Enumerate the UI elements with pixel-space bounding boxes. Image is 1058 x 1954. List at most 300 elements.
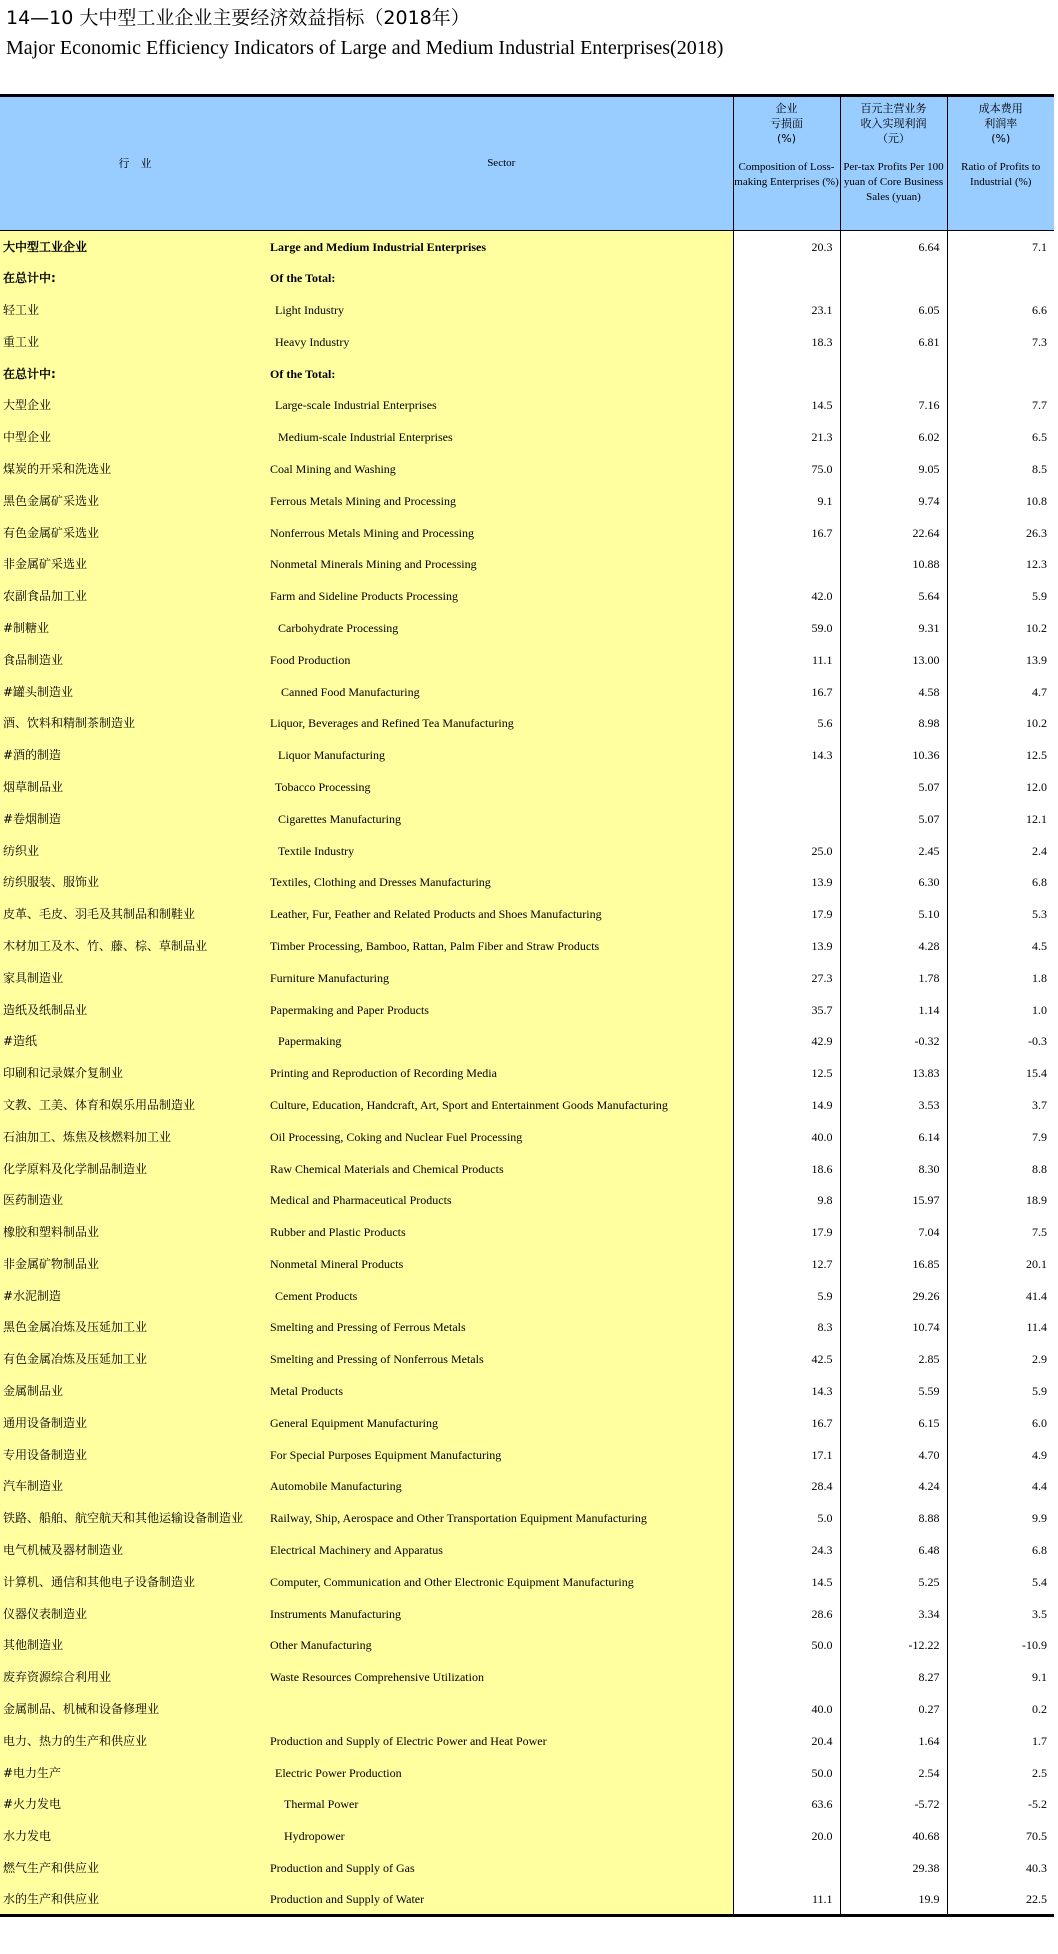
profit-ratio-value: 4.4 bbox=[947, 1471, 1054, 1503]
profit-ratio-value: 10.2 bbox=[947, 612, 1054, 644]
table-row bbox=[0, 389, 1054, 421]
sector-name-cn: 大中型工业企业 bbox=[0, 231, 270, 263]
sector-name-cn: #卷烟制造 bbox=[0, 803, 270, 835]
profit-per-100-value: 8.30 bbox=[840, 1153, 947, 1185]
sector-name-en: Medical and Pharmaceutical Products bbox=[270, 1184, 733, 1216]
profit-ratio-value: 9.1 bbox=[947, 1661, 1054, 1693]
profit-per-100-value: -12.22 bbox=[840, 1630, 947, 1662]
sector-name-cn: 废弃资源综合利用业 bbox=[0, 1661, 270, 1693]
loss-making-value: 25.0 bbox=[733, 835, 840, 867]
sector-name-en: Oil Processing, Coking and Nuclear Fuel Processing bbox=[270, 1121, 733, 1153]
profit-per-100-value: 8.88 bbox=[840, 1502, 947, 1534]
profit-per-100-value: 5.59 bbox=[840, 1375, 947, 1407]
sector-name-cn: 水的生产和供应业 bbox=[0, 1884, 270, 1916]
sector-name-en: Nonferrous Metals Mining and Processing bbox=[270, 517, 733, 549]
sector-name-en: Nonmetal Mineral Products bbox=[270, 1248, 733, 1280]
profit-ratio-value: 3.5 bbox=[947, 1598, 1054, 1630]
profit-ratio-value: 7.9 bbox=[947, 1121, 1054, 1153]
profit-per-100-value: 6.02 bbox=[840, 421, 947, 453]
table-row bbox=[0, 421, 1054, 453]
profit-ratio-value: 6.5 bbox=[947, 421, 1054, 453]
table-row bbox=[0, 1121, 1054, 1153]
sector-name-cn: 金属制品、机械和设备修理业 bbox=[0, 1693, 270, 1725]
sector-name-en: Of the Total: bbox=[270, 358, 733, 390]
profit-ratio-value: 8.8 bbox=[947, 1153, 1054, 1185]
profit-per-100-value: 5.25 bbox=[840, 1566, 947, 1598]
table-row bbox=[0, 707, 1054, 739]
table-row bbox=[0, 1566, 1054, 1598]
table-row bbox=[0, 962, 1054, 994]
table-row bbox=[0, 1852, 1054, 1884]
sector-name-en: Cement Products bbox=[270, 1280, 733, 1312]
table-row bbox=[0, 1248, 1054, 1280]
loss-making-value: 5.9 bbox=[733, 1280, 840, 1312]
sector-name-cn: 医药制造业 bbox=[0, 1184, 270, 1216]
sector-name-cn: 有色金属冶炼及压延加工业 bbox=[0, 1343, 270, 1375]
table-row bbox=[0, 294, 1054, 326]
profit-ratio-value: 2.5 bbox=[947, 1757, 1054, 1789]
profit-ratio-value: 2.4 bbox=[947, 835, 1054, 867]
sector-name-cn: 化学原料及化学制品制造业 bbox=[0, 1153, 270, 1185]
table-row bbox=[0, 803, 1054, 835]
table-row bbox=[0, 771, 1054, 803]
table-title-chinese: 14—10 大中型工业企业主要经济效益指标（2018年） bbox=[6, 7, 470, 29]
profit-per-100-value: 6.05 bbox=[840, 294, 947, 326]
sector-name-cn: 中型企业 bbox=[0, 421, 270, 453]
sector-name-cn: 造纸及纸制品业 bbox=[0, 994, 270, 1026]
sector-name-cn: #火力发电 bbox=[0, 1789, 270, 1821]
header-loss-making bbox=[733, 96, 840, 231]
profit-ratio-value: 18.9 bbox=[947, 1184, 1054, 1216]
loss-making-value: 18.6 bbox=[733, 1153, 840, 1185]
sector-name-cn: 计算机、通信和其他电子设备制造业 bbox=[0, 1566, 270, 1598]
profit-per-100-value: 8.27 bbox=[840, 1661, 947, 1693]
sector-name-en: Production and Supply of Water bbox=[270, 1884, 733, 1916]
loss-making-value: 42.0 bbox=[733, 580, 840, 612]
profit-ratio-value: 12.3 bbox=[947, 548, 1054, 580]
loss-making-value: 5.0 bbox=[733, 1502, 840, 1534]
sector-name-cn: 皮革、毛皮、羽毛及其制品和制鞋业 bbox=[0, 898, 270, 930]
profit-per-100-value: 40.68 bbox=[840, 1820, 947, 1852]
sector-name-cn: 汽车制造业 bbox=[0, 1471, 270, 1503]
profit-ratio-value: 70.5 bbox=[947, 1820, 1054, 1852]
loss-making-value: 14.5 bbox=[733, 389, 840, 421]
loss-making-value: 20.0 bbox=[733, 1820, 840, 1852]
sector-name-cn: 水力发电 bbox=[0, 1820, 270, 1852]
header-profit-ratio-en: Ratio of Profits to Industrial (%) bbox=[961, 161, 1041, 188]
sector-name-cn: 电气机械及器材制造业 bbox=[0, 1534, 270, 1566]
sector-name-en: Textile Industry bbox=[270, 835, 733, 867]
profit-ratio-value: 7.5 bbox=[947, 1216, 1054, 1248]
profit-per-100-value: 6.48 bbox=[840, 1534, 947, 1566]
loss-making-value: 16.7 bbox=[733, 676, 840, 708]
loss-making-value: 14.9 bbox=[733, 1089, 840, 1121]
header-profits-per-100-en: Per-tax Profits Per 100 yuan of Core Business Sales (yuan) bbox=[843, 161, 944, 203]
loss-making-value: 14.3 bbox=[733, 739, 840, 771]
sector-name-en: Cigarettes Manufacturing bbox=[270, 803, 733, 835]
sector-name-cn: 大型企业 bbox=[0, 389, 270, 421]
loss-making-value: 35.7 bbox=[733, 994, 840, 1026]
profit-ratio-value: 13.9 bbox=[947, 644, 1054, 676]
table-row bbox=[0, 1598, 1054, 1630]
loss-making-value bbox=[733, 1852, 840, 1884]
sector-name-cn: 轻工业 bbox=[0, 294, 270, 326]
sector-name-cn: #电力生产 bbox=[0, 1757, 270, 1789]
sector-name-cn: 食品制造业 bbox=[0, 644, 270, 676]
loss-making-value: 28.4 bbox=[733, 1471, 840, 1503]
loss-making-value: 20.3 bbox=[733, 231, 840, 263]
sector-name-en: Metal Products bbox=[270, 1375, 733, 1407]
table-row bbox=[0, 580, 1054, 612]
table-row bbox=[0, 1280, 1054, 1312]
sector-name-cn: 在总计中: bbox=[0, 262, 270, 294]
sector-name-en: Hydropower bbox=[270, 1820, 733, 1852]
table-row bbox=[0, 548, 1054, 580]
profit-per-100-value: 5.10 bbox=[840, 898, 947, 930]
sector-name-cn: 黑色金属矿采选业 bbox=[0, 485, 270, 517]
table-row bbox=[0, 930, 1054, 962]
profit-per-100-value: 10.88 bbox=[840, 548, 947, 580]
profit-ratio-value: -5.2 bbox=[947, 1789, 1054, 1821]
header-loss-making-en: Composition of Loss-making Enterprises (%) bbox=[734, 161, 839, 188]
profit-per-100-value: 13.00 bbox=[840, 644, 947, 676]
profit-per-100-value: 4.28 bbox=[840, 930, 947, 962]
sector-name-en: Farm and Sideline Products Processing bbox=[270, 580, 733, 612]
sector-name-en: Medium-scale Industrial Enterprises bbox=[270, 421, 733, 453]
loss-making-value: 9.8 bbox=[733, 1184, 840, 1216]
sector-name-en: Ferrous Metals Mining and Processing bbox=[270, 485, 733, 517]
table-row bbox=[0, 1789, 1054, 1821]
sector-name-en: Electrical Machinery and Apparatus bbox=[270, 1534, 733, 1566]
profit-per-100-value: 29.38 bbox=[840, 1852, 947, 1884]
profit-ratio-value: 5.3 bbox=[947, 898, 1054, 930]
table-row bbox=[0, 485, 1054, 517]
sector-name-cn: 燃气生产和供应业 bbox=[0, 1852, 270, 1884]
sector-name-cn: 印刷和记录媒介复制业 bbox=[0, 1057, 270, 1089]
profit-per-100-value: 6.64 bbox=[840, 231, 947, 263]
sector-name-en: Printing and Reproduction of Recording Media bbox=[270, 1057, 733, 1089]
sector-name-en: Liquor, Beverages and Refined Tea Manufacturing bbox=[270, 707, 733, 739]
profit-ratio-value: 7.1 bbox=[947, 231, 1054, 263]
sector-name-en: Leather, Fur, Feather and Related Products and Shoes Manufacturing bbox=[270, 898, 733, 930]
table-row bbox=[0, 994, 1054, 1026]
sector-name-cn: 专用设备制造业 bbox=[0, 1439, 270, 1471]
profit-per-100-value: 16.85 bbox=[840, 1248, 947, 1280]
profit-per-100-value: 9.05 bbox=[840, 453, 947, 485]
loss-making-value: 27.3 bbox=[733, 962, 840, 994]
loss-making-value: 40.0 bbox=[733, 1693, 840, 1725]
loss-making-value: 17.1 bbox=[733, 1439, 840, 1471]
table-row bbox=[0, 1343, 1054, 1375]
sector-name-cn: 纺织业 bbox=[0, 835, 270, 867]
table-row bbox=[0, 1661, 1054, 1693]
sector-name-cn: 铁路、船舶、航空航天和其他运输设备制造业 bbox=[0, 1502, 270, 1534]
profit-per-100-value: 1.78 bbox=[840, 962, 947, 994]
profit-per-100-value: 7.16 bbox=[840, 389, 947, 421]
sector-name-en: Large-scale Industrial Enterprises bbox=[270, 389, 733, 421]
sector-name-cn: #造纸 bbox=[0, 1025, 270, 1057]
profit-per-100-value: 5.64 bbox=[840, 580, 947, 612]
profit-per-100-value: 5.07 bbox=[840, 803, 947, 835]
profit-per-100-value: -0.32 bbox=[840, 1025, 947, 1057]
profit-ratio-value: 6.8 bbox=[947, 1534, 1054, 1566]
sector-name-en: Tobacco Processing bbox=[270, 771, 733, 803]
sector-name-en: Papermaking and Paper Products bbox=[270, 994, 733, 1026]
sector-name-cn: 有色金属矿采选业 bbox=[0, 517, 270, 549]
loss-making-value: 50.0 bbox=[733, 1757, 840, 1789]
table-row bbox=[0, 358, 1054, 390]
sector-name-en: Nonmetal Minerals Mining and Processing bbox=[270, 548, 733, 580]
profit-ratio-value: 4.7 bbox=[947, 676, 1054, 708]
sector-name-cn: 通用设备制造业 bbox=[0, 1407, 270, 1439]
table-row bbox=[0, 231, 1054, 263]
profit-ratio-value: 26.3 bbox=[947, 517, 1054, 549]
sector-name-cn: 非金属矿物制品业 bbox=[0, 1248, 270, 1280]
profit-ratio-value: 12.0 bbox=[947, 771, 1054, 803]
profit-ratio-value: 10.8 bbox=[947, 485, 1054, 517]
sector-name-cn: 橡胶和塑料制品业 bbox=[0, 1216, 270, 1248]
table-row bbox=[0, 1184, 1054, 1216]
profit-ratio-value: 6.0 bbox=[947, 1407, 1054, 1439]
loss-making-value: 24.3 bbox=[733, 1534, 840, 1566]
sector-name-en: Instruments Manufacturing bbox=[270, 1598, 733, 1630]
sector-name-en: Production and Supply of Gas bbox=[270, 1852, 733, 1884]
profit-ratio-value: 4.9 bbox=[947, 1439, 1054, 1471]
loss-making-value: 50.0 bbox=[733, 1630, 840, 1662]
sector-name-cn: 文教、工美、体育和娱乐用品制造业 bbox=[0, 1089, 270, 1121]
loss-making-value: 23.1 bbox=[733, 294, 840, 326]
loss-making-value: 8.3 bbox=[733, 1312, 840, 1344]
table-row bbox=[0, 1757, 1054, 1789]
profit-per-100-value: 5.07 bbox=[840, 771, 947, 803]
table-row bbox=[0, 517, 1054, 549]
profit-per-100-value: 6.30 bbox=[840, 866, 947, 898]
sector-name-cn: 石油加工、炼焦及核燃料加工业 bbox=[0, 1121, 270, 1153]
sector-name-en: Waste Resources Comprehensive Utilization bbox=[270, 1661, 733, 1693]
table-row bbox=[0, 739, 1054, 771]
profit-ratio-value: 5.9 bbox=[947, 580, 1054, 612]
loss-making-value: 12.5 bbox=[733, 1057, 840, 1089]
profit-per-100-value: 9.31 bbox=[840, 612, 947, 644]
profit-per-100-value: 4.70 bbox=[840, 1439, 947, 1471]
sector-name-cn: 其他制造业 bbox=[0, 1630, 270, 1662]
sector-name-en: Railway, Ship, Aerospace and Other Transportation Equipment Manufacturing bbox=[270, 1502, 733, 1534]
sector-name-en: Textiles, Clothing and Dresses Manufacturing bbox=[270, 866, 733, 898]
sector-name-en: Coal Mining and Washing bbox=[270, 453, 733, 485]
profit-ratio-value bbox=[947, 262, 1054, 294]
profit-per-100-value: 9.74 bbox=[840, 485, 947, 517]
profit-ratio-value: 15.4 bbox=[947, 1057, 1054, 1089]
profit-per-100-value: 4.24 bbox=[840, 1471, 947, 1503]
profit-per-100-value: 6.14 bbox=[840, 1121, 947, 1153]
table-row bbox=[0, 1216, 1054, 1248]
profit-per-100-value: 1.64 bbox=[840, 1725, 947, 1757]
loss-making-value bbox=[733, 771, 840, 803]
loss-making-value: 14.5 bbox=[733, 1566, 840, 1598]
table-row bbox=[0, 612, 1054, 644]
profit-ratio-value: 9.9 bbox=[947, 1502, 1054, 1534]
profit-ratio-value: 5.4 bbox=[947, 1566, 1054, 1598]
sector-name-en: Timber Processing, Bamboo, Rattan, Palm Fiber and Straw Products bbox=[270, 930, 733, 962]
sector-name-en: Light Industry bbox=[270, 294, 733, 326]
loss-making-value: 13.9 bbox=[733, 866, 840, 898]
sector-name-en: Electric Power Production bbox=[270, 1757, 733, 1789]
loss-making-value: 42.5 bbox=[733, 1343, 840, 1375]
sector-name-cn: 电力、热力的生产和供应业 bbox=[0, 1725, 270, 1757]
sector-name-en: Of the Total: bbox=[270, 262, 733, 294]
loss-making-value: 16.7 bbox=[733, 517, 840, 549]
profit-per-100-value: 22.64 bbox=[840, 517, 947, 549]
loss-making-value: 14.3 bbox=[733, 1375, 840, 1407]
loss-making-value: 11.1 bbox=[733, 644, 840, 676]
sector-name-en: General Equipment Manufacturing bbox=[270, 1407, 733, 1439]
table-row bbox=[0, 1153, 1054, 1185]
sector-name-cn: #制糖业 bbox=[0, 612, 270, 644]
profit-ratio-value: 12.5 bbox=[947, 739, 1054, 771]
sector-name-en: Large and Medium Industrial Enterprises bbox=[270, 231, 733, 263]
loss-making-value: 17.9 bbox=[733, 1216, 840, 1248]
sector-name-en: For Special Purposes Equipment Manufacturing bbox=[270, 1439, 733, 1471]
profit-per-100-value: 2.54 bbox=[840, 1757, 947, 1789]
indicators-table bbox=[0, 94, 1054, 1917]
profit-ratio-value: 1.7 bbox=[947, 1725, 1054, 1757]
profit-per-100-value: 15.97 bbox=[840, 1184, 947, 1216]
sector-name-cn: #酒的制造 bbox=[0, 739, 270, 771]
table-row bbox=[0, 644, 1054, 676]
table-row bbox=[0, 1725, 1054, 1757]
profit-ratio-value: 22.5 bbox=[947, 1884, 1054, 1916]
table-header-row bbox=[0, 96, 1054, 231]
profit-ratio-value bbox=[947, 358, 1054, 390]
sector-name-en: Food Production bbox=[270, 644, 733, 676]
loss-making-value: 16.7 bbox=[733, 1407, 840, 1439]
table-row bbox=[0, 1471, 1054, 1503]
loss-making-value: 59.0 bbox=[733, 612, 840, 644]
sector-name-cn: 纺织服装、服饰业 bbox=[0, 866, 270, 898]
profit-per-100-value bbox=[840, 262, 947, 294]
sector-name-en: Papermaking bbox=[270, 1025, 733, 1057]
profit-ratio-value: 5.9 bbox=[947, 1375, 1054, 1407]
header-sector-cn: 行 业 bbox=[0, 96, 270, 231]
loss-making-value bbox=[733, 548, 840, 580]
table-title-english: Major Economic Efficiency Indicators of Large and Medium Industrial Enterprises(2018) bbox=[6, 37, 724, 59]
table-row bbox=[0, 1630, 1054, 1662]
profit-per-100-value: 4.58 bbox=[840, 676, 947, 708]
sector-name-cn: #罐头制造业 bbox=[0, 676, 270, 708]
header-sector-en: Sector bbox=[270, 96, 733, 231]
sector-name-cn: 酒、饮料和精制茶制造业 bbox=[0, 707, 270, 739]
profit-per-100-value: 0.27 bbox=[840, 1693, 947, 1725]
loss-making-value: 21.3 bbox=[733, 421, 840, 453]
table-row bbox=[0, 835, 1054, 867]
sector-name-cn: 仪器仪表制造业 bbox=[0, 1598, 270, 1630]
profit-per-100-value: 6.15 bbox=[840, 1407, 947, 1439]
loss-making-value: 5.6 bbox=[733, 707, 840, 739]
table-row bbox=[0, 1057, 1054, 1089]
profit-per-100-value: 3.34 bbox=[840, 1598, 947, 1630]
profit-per-100-value bbox=[840, 358, 947, 390]
sector-name-en: Furniture Manufacturing bbox=[270, 962, 733, 994]
profit-per-100-value: 6.81 bbox=[840, 326, 947, 358]
sector-name-en bbox=[270, 1693, 733, 1725]
profit-per-100-value: 1.14 bbox=[840, 994, 947, 1026]
table-row bbox=[0, 1312, 1054, 1344]
profit-per-100-value: 13.83 bbox=[840, 1057, 947, 1089]
profit-per-100-value: 3.53 bbox=[840, 1089, 947, 1121]
header-profit-ratio-cn: 成本费用 利润率 (%) bbox=[978, 102, 1023, 145]
loss-making-value bbox=[733, 1661, 840, 1693]
profit-ratio-value: 7.7 bbox=[947, 389, 1054, 421]
sector-name-cn: 黑色金属冶炼及压延加工业 bbox=[0, 1312, 270, 1344]
profit-per-100-value: 10.74 bbox=[840, 1312, 947, 1344]
loss-making-value: 75.0 bbox=[733, 453, 840, 485]
profit-ratio-value: 10.2 bbox=[947, 707, 1054, 739]
profit-ratio-value: 40.3 bbox=[947, 1852, 1054, 1884]
sector-name-en: Raw Chemical Materials and Chemical Products bbox=[270, 1153, 733, 1185]
profit-ratio-value: -0.3 bbox=[947, 1025, 1054, 1057]
sector-name-en: Production and Supply of Electric Power and Heat Power bbox=[270, 1725, 733, 1757]
profit-ratio-value: 41.4 bbox=[947, 1280, 1054, 1312]
profit-ratio-value: 2.9 bbox=[947, 1343, 1054, 1375]
table-row bbox=[0, 866, 1054, 898]
loss-making-value: 63.6 bbox=[733, 1789, 840, 1821]
sector-name-cn: 农副食品加工业 bbox=[0, 580, 270, 612]
header-profits-per-100 bbox=[840, 96, 947, 231]
sector-name-en: Automobile Manufacturing bbox=[270, 1471, 733, 1503]
table-row bbox=[0, 1534, 1054, 1566]
sector-name-en: Computer, Communication and Other Electronic Equipment Manufacturing bbox=[270, 1566, 733, 1598]
sector-name-cn: #水泥制造 bbox=[0, 1280, 270, 1312]
loss-making-value bbox=[733, 262, 840, 294]
loss-making-value: 17.9 bbox=[733, 898, 840, 930]
table-row bbox=[0, 1375, 1054, 1407]
table-row bbox=[0, 1693, 1054, 1725]
profit-per-100-value: 7.04 bbox=[840, 1216, 947, 1248]
sector-name-en: Liquor Manufacturing bbox=[270, 739, 733, 771]
profit-ratio-value: 7.3 bbox=[947, 326, 1054, 358]
sector-name-cn: 在总计中: bbox=[0, 358, 270, 390]
sector-name-en: Rubber and Plastic Products bbox=[270, 1216, 733, 1248]
profit-ratio-value: 20.1 bbox=[947, 1248, 1054, 1280]
sector-name-en: Culture, Education, Handcraft, Art, Sport and Entertainment Goods Manufacturing bbox=[270, 1089, 733, 1121]
table-row bbox=[0, 676, 1054, 708]
table-row bbox=[0, 1089, 1054, 1121]
loss-making-value: 20.4 bbox=[733, 1725, 840, 1757]
sector-name-cn: 非金属矿采选业 bbox=[0, 548, 270, 580]
loss-making-value: 42.9 bbox=[733, 1025, 840, 1057]
profit-ratio-value: 1.0 bbox=[947, 994, 1054, 1026]
header-profits-per-100-cn: 百元主营业务 收入实现利润 （元） bbox=[860, 102, 927, 145]
profit-per-100-value: 2.45 bbox=[840, 835, 947, 867]
profit-per-100-value: 29.26 bbox=[840, 1280, 947, 1312]
profit-ratio-value: 11.4 bbox=[947, 1312, 1054, 1344]
loss-making-value bbox=[733, 803, 840, 835]
loss-making-value: 13.9 bbox=[733, 930, 840, 962]
table-row bbox=[0, 1502, 1054, 1534]
sector-name-cn: 家具制造业 bbox=[0, 962, 270, 994]
profit-per-100-value: 8.98 bbox=[840, 707, 947, 739]
sector-name-cn: 金属制品业 bbox=[0, 1375, 270, 1407]
profit-per-100-value: 19.9 bbox=[840, 1884, 947, 1916]
profit-ratio-value: 6.8 bbox=[947, 866, 1054, 898]
profit-ratio-value: 6.6 bbox=[947, 294, 1054, 326]
profit-per-100-value: -5.72 bbox=[840, 1789, 947, 1821]
sector-name-en: Other Manufacturing bbox=[270, 1630, 733, 1662]
profit-ratio-value: 1.8 bbox=[947, 962, 1054, 994]
loss-making-value bbox=[733, 358, 840, 390]
sector-name-cn: 重工业 bbox=[0, 326, 270, 358]
loss-making-value: 18.3 bbox=[733, 326, 840, 358]
